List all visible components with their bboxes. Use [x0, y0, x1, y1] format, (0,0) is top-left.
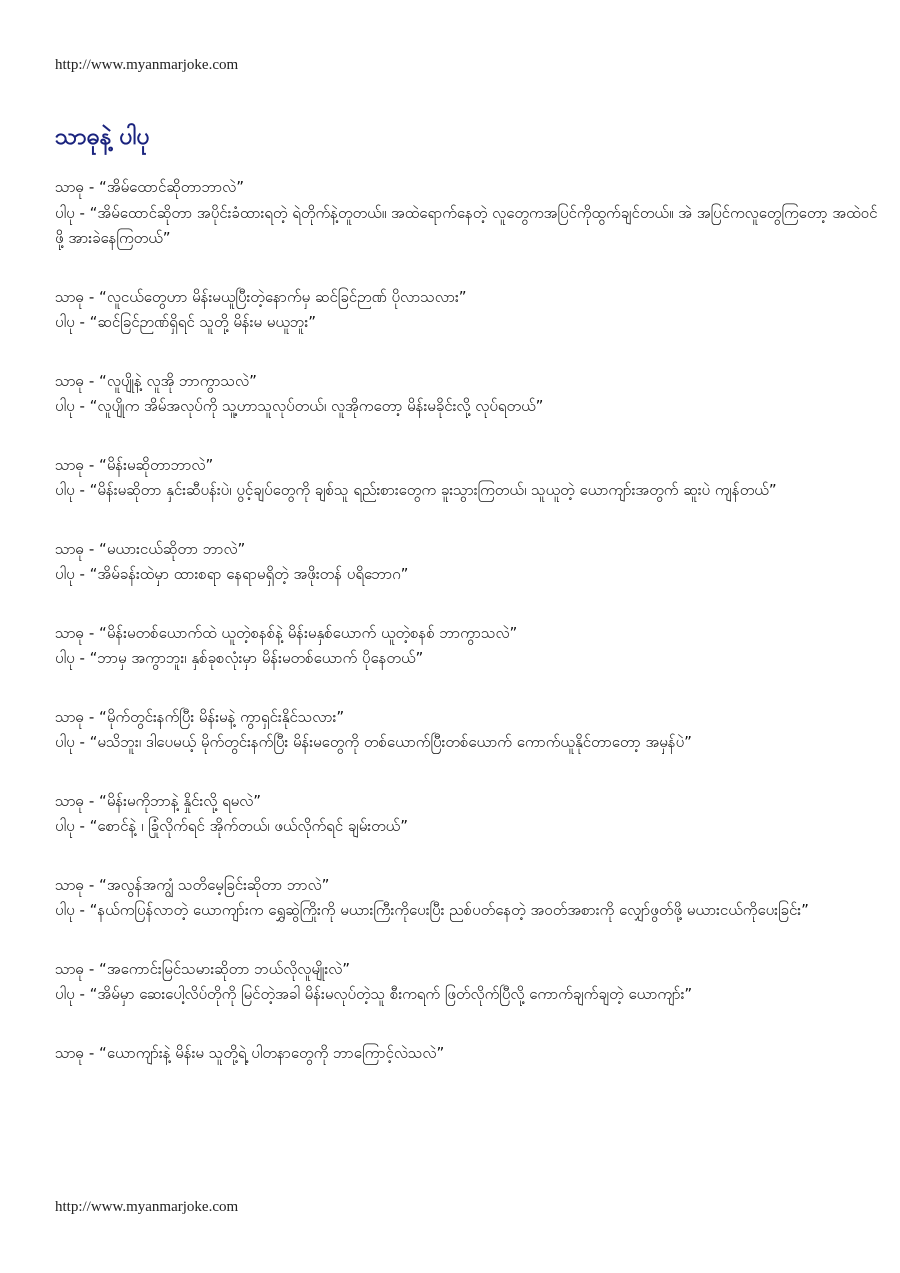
answer-line: ပါပု - “မသိဘူး၊ ဒါပေမယ့် မိုက်တွင်းနက်ပြီး မိန်းမတွေကို တစ်ယောက်ပြီးတစ်ယောက် ကောက်ယူနိုင်တာတော့ အမှန်ပဲ”: [55, 733, 692, 751]
dialogue-block: [55, 285, 885, 336]
dialogue-block: [55, 369, 885, 420]
answer-line: ပါပု - “အိမ်မှာ ဆေးပေါ့လိပ်တိုကို မြင်တဲ့အခါ မိန်းမလုပ်တဲ့သူ စီးကရက် ဖြတ်လိုက်ပြီလို့ ကောက်ချက်ချတဲ့ ယောကျာ်း”: [55, 985, 693, 1003]
dialogue-block: [55, 957, 885, 1008]
dialogue-block: [55, 1041, 885, 1067]
dialogue-block: [55, 789, 885, 840]
question-line: သာဓု - “အလွန်အကျွံ သတိမေ့ခြင်းဆိုတာ ဘာလဲ”: [55, 875, 330, 894]
dialogue-block: [55, 175, 885, 252]
question-line: သာဓု - “မိန်းမတစ်ယောက်ထဲ ယူတဲ့စနစ်နဲ့ မိန်းမနှစ်ယောက် ယူတဲ့စနစ် ဘာကွာသလဲ”: [55, 623, 518, 642]
question-line: သာဓု - “မယားငယ်ဆိုတာ ဘာလဲ”: [55, 539, 246, 558]
question-line: သာဓု - “အကောင်းမြင်သမားဆိုတာ ဘယ်လိုလူမျိုးလဲ”: [55, 959, 351, 978]
question-line: သာဓု - “ယောကျာ်းနဲ့ မိန်းမ သူတို့ရဲ့ ပါတနာတွေကို ဘာကြောင့်လဲသလဲ”: [55, 1043, 445, 1062]
question-line: သာဓု - “လူပျိုနဲ့ လူအို ဘာကွာသလဲ”: [55, 371, 257, 390]
answer-line: ပါပု - “စောင်နဲ့ ၊ ခြုံလိုက်ရင် အိုက်တယ်၊ ဖယ်လိုက်ရင် ချမ်းတယ်”: [55, 817, 409, 835]
dialogue-block: [55, 621, 885, 672]
answer-line: ပါပု - “အိမ်ထောင်ဆိုတာ အပိုင်းခံထားရတဲ့ ရဲတိုက်နဲ့တူတယ်။ အထဲရောက်နေတဲ့ လူတွေကအပြင်ကိုထွက်ချင်တယ်။ အဲ အပြင်ကလူတွေကြတော့ အထဲဝင်ဖို့ အားခဲနေကြတယ်”: [55, 203, 878, 247]
question-line: သာဓု - “မိန်းမဆိုတာဘာလဲ”: [55, 455, 214, 474]
dialogue-block: [55, 705, 885, 756]
question-line: သာဓု - “လူငယ်တွေဟာ မိန်းမယူပြီးတဲ့နောက်မှ ဆင်ခြင်ဉာဏ် ပိုလာသလား”: [55, 287, 467, 306]
question-line: သာဓု - “မိန်းမကိုဘာနဲ့ နှိုင်းလို့ ရမလဲ”: [55, 791, 262, 810]
dialogue-block: [55, 453, 885, 504]
dialogue-block: [55, 537, 885, 588]
answer-line: ပါပု - “ဆင်ခြင်ဉာဏ်ရှိရင် သူတို့ မိန်းမ မယူဘူး”: [55, 313, 316, 331]
answer-line: ပါပု - “အိမ်ခန်းထဲမှာ ထားစရာ နေရာမရှိတဲ့ အဖိုးတန် ပရိဘောဂ”: [55, 565, 409, 583]
dialogue-block: [55, 873, 885, 924]
footer-url: http://www.myanmarjoke.com: [55, 1199, 239, 1215]
question-line: သာဓု - “မိုက်တွင်းနက်ပြီး မိန်းမနဲ့ ကွာရှင်းနိုင်သလား”: [55, 707, 345, 726]
answer-line: ပါပု - “ဘာမှ အကွာဘူး၊ နှစ်ခုစလုံးမှာ မိန်းမတစ်ယောက် ပိုနေတယ်”: [55, 649, 424, 667]
dialogue-list: [55, 175, 885, 1099]
header-url: http://www.myanmarjoke.com: [55, 57, 239, 73]
answer-line: ပါပု - “လူပျိုက အိမ်အလုပ်ကို သူ့ဟာသူလုပ်တယ်၊ လူအိုကတော့ မိန်းမခိုင်းလို့ လုပ်ရတယ်”: [55, 397, 544, 415]
answer-line: ပါပု - “နယ်ကပြန်လာတဲ့ ယောကျာ်းက ရွှေဆွဲကြိုးကို မယားကြီးကိုပေးပြီး ညစ်ပတ်နေတဲ့ အဝတ်အစားကို လျှော်ဖွတ်ဖို့ မယားငယ်ကိုပေးခြင်း”: [55, 901, 809, 919]
answer-line: ပါပု - “မိန်းမဆိုတာ နှင်းဆီပန်းပဲ၊ ပွင့်ချပ်တွေကို ချစ်သူ ရည်းစားတွေက ခူးသွားကြတယ်၊ သူယူတဲ့ ယောကျာ်းအတွက် ဆူးပဲ ကျန်တယ်”: [55, 481, 777, 499]
question-line: သာဓု - “အိမ်ထောင်ဆိုတာဘာလဲ”: [55, 178, 245, 196]
page-title: သာဓုနဲ့ ပါပု: [55, 124, 150, 150]
